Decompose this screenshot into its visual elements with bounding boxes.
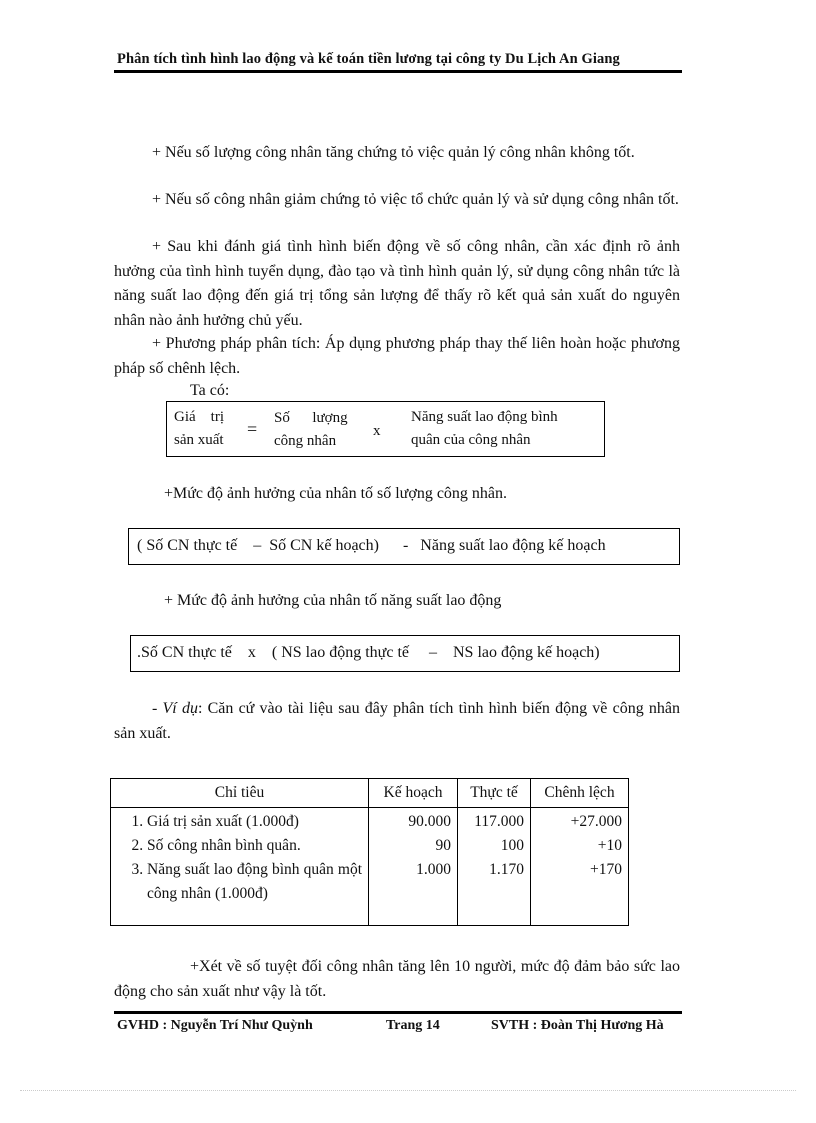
page-header-title: Phân tích tình hình lao động và kế toán tiền lương tại công ty Du Lịch An Giang (117, 51, 620, 67)
paragraph-decrease: + Nếu số công nhân giảm chứng tỏ việc tổ chức quản lý và sử dụng công nhân tốt. (152, 191, 679, 208)
footer-page-number: Trang 14 (386, 1018, 440, 1033)
equation-middle (274, 407, 364, 453)
header-rule (114, 70, 682, 73)
conclusion-paragraph: +Xét về số tuyệt đối công nhân tăng lên 10 người, mức độ đảm bảo sức lao động cho sản xuất như vậy là tốt. (114, 958, 680, 1000)
example-text: : Căn cứ vào tài liệu sau đây phân tích tình hình biến động về công nhân sản xuất. (114, 700, 680, 742)
list-item: 3. Năng suất lao động bình quân một công nhân (1.000đ) (147, 858, 362, 906)
plan-value: 90 (435, 837, 451, 854)
footer-advisor: GVHD : Nguyễn Trí Như Quỳnh (117, 1018, 313, 1033)
ta-co-label: Ta có: (190, 382, 230, 399)
equation-left-line2: sản xuất (174, 432, 224, 448)
equation-left (174, 406, 236, 452)
times-sign: x (373, 423, 381, 439)
list-item: 1. Giá trị sản xuất (1.000đ) (147, 810, 362, 834)
equation-box (166, 401, 605, 457)
header-plan: Kế hoạch (369, 779, 458, 808)
header-actual: Thực tế (458, 779, 531, 808)
difference-value: +170 (590, 861, 622, 878)
indicator-column (111, 808, 369, 926)
page-edge-divider (20, 1090, 796, 1091)
equation-right (411, 406, 601, 452)
paragraph-increase: + Nếu số lượng công nhân tăng chứng tỏ việc quản lý công nhân không tốt. (152, 144, 635, 161)
factor2-formula: .Số CN thực tế x ( NS lao động thực tế – NS lao động kế hoạch) (137, 644, 600, 661)
difference-value: +10 (597, 837, 622, 854)
actual-value: 100 (500, 837, 524, 854)
table-header-row (111, 779, 629, 808)
data-table (110, 778, 629, 926)
header-difference: Chênh lệch (531, 779, 629, 808)
equation-right-line2: quân của công nhân (411, 432, 531, 448)
plan-value: 1.000 (416, 861, 451, 878)
equation-right-line1: Năng suất lao động bình (411, 409, 558, 425)
factor1-formula: ( Số CN thực tế – Số CN kế hoạch) - Năng suất lao động kế hoạch (137, 537, 606, 554)
factor1-heading: +Mức độ ảnh hưởng của nhân tố số lượng công nhân. (164, 485, 508, 502)
equals-sign: = (247, 419, 258, 439)
difference-column (531, 808, 629, 926)
equation-mid-line2: công nhân (274, 433, 337, 449)
factor1-formula-box (128, 528, 680, 565)
actual-value: 1.170 (489, 861, 524, 878)
paragraph-method: + Phương pháp phân tích: Áp dụng phương pháp thay thế liên hoàn hoặc phương pháp số chênh lệch. (114, 335, 680, 377)
plan-column (369, 808, 458, 926)
paragraph-evaluation: + Sau khi đánh giá tình hình biến động về số công nhân, cần xác định rõ ảnh hưởng của tình hình tuyển dụng, đào tạo và tình hình quản lý, sử dụng công nhân tức là năng suất lao động đến giá trị tổng sản lượng để thấy rõ kết quả sản xuất do nguyên nhân nào ảnh hưởng chủ yếu. (114, 238, 680, 329)
example-label: Ví dụ (162, 700, 198, 717)
factor2-formula-box (130, 635, 680, 672)
header-indicator: Chỉ tiêu (111, 779, 369, 808)
list-item: 2. Số công nhân bình quân. (147, 834, 362, 858)
equation-left-line1: Giá trị (174, 409, 224, 425)
example-prefix: - (152, 700, 163, 717)
footer-student: SVTH : Đoàn Thị Hương Hà (491, 1018, 664, 1033)
actual-value: 117.000 (474, 813, 524, 830)
indicator-list (117, 810, 362, 906)
plan-value: 90.000 (408, 813, 451, 830)
example-paragraph (114, 697, 680, 746)
difference-value: +27.000 (570, 813, 622, 830)
equation-mid-line1: Số lượng (274, 410, 348, 426)
actual-column (458, 808, 531, 926)
footer-rule (114, 1011, 682, 1014)
table-row (111, 808, 629, 926)
factor2-heading: + Mức độ ảnh hưởng của nhân tố năng suất lao động (164, 592, 502, 609)
